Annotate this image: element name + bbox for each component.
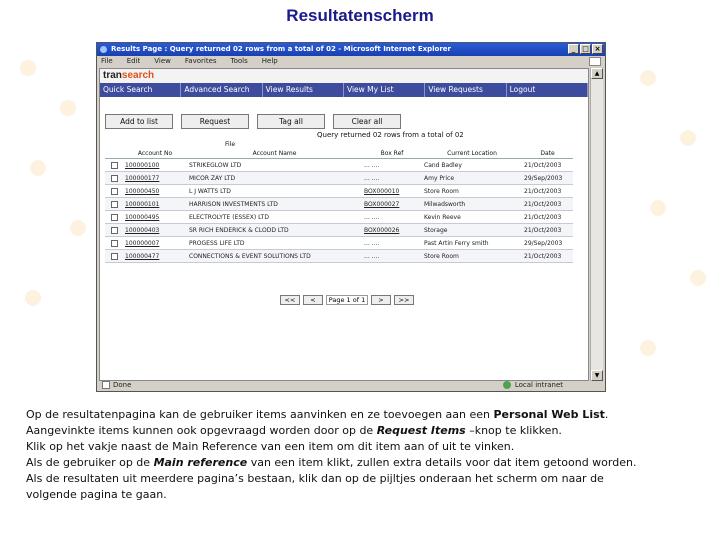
maximize-button[interactable]: □ [580,44,591,54]
account-link[interactable]: 100000177 [123,172,187,185]
scroll-down-arrow-icon[interactable]: ▼ [591,370,603,381]
table-row [105,198,573,211]
page-content [99,68,589,381]
status-text: Done [113,381,132,389]
account-name: CONNECTIONS & EVENT SOLUTIONS LTD [187,250,362,263]
menu-help[interactable]: Help [261,57,278,65]
date: 29/Sep/2003 [522,172,573,185]
nav-logout[interactable]: Logout [507,83,588,97]
internet-explorer-icon [100,46,107,53]
account-name: PROGESS LIFE LTD [187,237,362,250]
window-titlebar [97,43,605,56]
menu-tools[interactable]: Tools [230,57,248,65]
query-result-message: Query returned 02 rows from a total of 02 [317,131,464,139]
request-button[interactable]: Request [181,114,249,129]
nav-quick-search[interactable]: Quick Search [100,83,181,97]
date: 21/Oct/2003 [522,185,573,198]
account-name: MICOR ZAY LTD [187,172,362,185]
account-name: STRIKEGLOW LTD [187,159,362,172]
row-checkbox[interactable] [111,240,118,247]
account-link[interactable]: 100000477 [123,250,187,263]
table-row [105,211,573,224]
next-page-button[interactable]: > [371,295,391,305]
date: 21/Oct/2003 [522,198,573,211]
box-ref: ... .... [362,211,422,224]
box-ref-link[interactable]: BOX000010 [362,185,422,198]
row-checkbox[interactable] [111,188,118,195]
tag-all-button[interactable]: Tag all [257,114,325,129]
caption-line-2: Aangevinkte items kunnen ook opgevraagd worden door op de Request Items –knop te klikken. [26,424,562,437]
previous-page-button[interactable]: < [303,295,323,305]
column-header-date[interactable]: Date [522,149,573,159]
menu-view[interactable]: View [154,57,171,65]
menu-edit[interactable]: Edit [126,57,141,65]
brand-part-1: tran [103,70,122,81]
brand-part-2: search [121,70,155,81]
current-location: Amy Price [422,172,522,185]
column-select [105,149,123,159]
page-indicator: Page 1 of 1 [326,295,368,305]
app-nav-bar [100,83,588,97]
windows-logo-icon [589,57,601,66]
menu-file[interactable]: File [101,57,113,65]
table-row [105,185,573,198]
menu-bar [97,56,605,67]
file-label: File [225,141,236,148]
box-ref-link[interactable]: BOX000027 [362,198,422,211]
close-button[interactable]: × [592,44,603,54]
browser-window [96,42,606,392]
box-ref-link[interactable]: BOX000026 [362,224,422,237]
table-row [105,159,573,172]
caption-line-5: Als de resultaten uit meerdere pagina’s bestaan, klik dan op de pijltjes onderaan het scherm om naar de [26,472,604,485]
caption-line-6: volgende pagina te gaan. [26,488,167,501]
caption-line-3: Klik op het vakje naast de Main Reference van een item om dit item aan of uit te vinken. [26,440,515,453]
nav-view-my-list[interactable]: View My List [344,83,425,97]
action-buttons [105,114,401,129]
last-page-button[interactable]: >> [394,295,414,305]
window-controls [568,44,603,54]
current-location: Kevin Reeve [422,211,522,224]
slide-title: Resultatenscherm [286,6,434,25]
table-row [105,224,573,237]
account-name: L J WATTS LTD [187,185,362,198]
current-location: Store Room [422,250,522,263]
status-bar [99,380,603,390]
date: 21/Oct/2003 [522,211,573,224]
date: 21/Oct/2003 [522,224,573,237]
vertical-scrollbar[interactable] [590,68,603,381]
nav-view-requests[interactable]: View Requests [425,83,506,97]
table-row [105,172,573,185]
row-checkbox[interactable] [111,201,118,208]
account-link[interactable]: 100000495 [123,211,187,224]
account-link[interactable]: 100000403 [123,224,187,237]
table-row [105,250,573,263]
caption-line-4: Als de gebruiker op de Main reference van een item klikt, zullen extra details voor dat item getoond worden. [26,456,637,469]
menu-favorites[interactable]: Favorites [184,57,217,65]
row-checkbox[interactable] [111,253,118,260]
intranet-zone-icon [503,381,511,389]
nav-advanced-search[interactable]: Advanced Search [181,83,262,97]
box-ref: ... .... [362,237,422,250]
box-ref: ... .... [362,172,422,185]
account-name: HARRISON INVESTMENTS LTD [187,198,362,211]
results-table [105,149,573,263]
box-ref: ... .... [362,159,422,172]
row-checkbox[interactable] [111,214,118,221]
app-brand [100,69,588,83]
zone-label: Local intranet [514,381,563,389]
first-page-button[interactable]: << [280,295,300,305]
date: 21/Oct/2003 [522,159,573,172]
column-header-current-location[interactable]: Current Location [422,149,522,159]
caption-line-1: Op de resultatenpagina kan de gebruiker items aanvinken en ze toevoegen aan een Personal Web List. [26,408,609,421]
page-icon [102,381,110,389]
column-header-account-no[interactable]: Account No [123,149,187,159]
row-checkbox[interactable] [111,162,118,169]
current-location: Milwadsworth [422,198,522,211]
account-name: SR RICH ENDERICK & CLODD LTD [187,224,362,237]
account-link[interactable]: 100000100 [123,159,187,172]
nav-view-results[interactable]: View Results [263,83,344,97]
account-link[interactable]: 100000007 [123,237,187,250]
current-location: Past Artin Ferry smith [422,237,522,250]
pagination [280,295,414,305]
window-title: Results Page : Query returned 02 rows from a total of 02 - Microsoft Internet Explorer [111,45,452,53]
slide-caption [26,407,716,503]
security-zone [503,380,563,390]
date: 21/Oct/2003 [522,250,573,263]
column-header-box-ref[interactable]: Box Ref [362,149,422,159]
add-to-list-button[interactable]: Add to list [105,114,173,129]
scroll-up-arrow-icon[interactable]: ▲ [591,68,603,79]
table-row [105,237,573,250]
account-link[interactable]: 100000450 [123,185,187,198]
account-name: ELECTROLYTE (ESSEX) LTD [187,211,362,224]
current-location: Store Room [422,185,522,198]
row-checkbox[interactable] [111,175,118,182]
current-location: Storage [422,224,522,237]
current-location: Cand Badley [422,159,522,172]
box-ref: ... .... [362,250,422,263]
minimize-button[interactable]: _ [568,44,579,54]
row-checkbox[interactable] [111,227,118,234]
account-link[interactable]: 100000101 [123,198,187,211]
clear-all-button[interactable]: Clear all [333,114,401,129]
column-header-account-name[interactable]: Account Name [187,149,362,159]
date: 29/Sep/2003 [522,237,573,250]
